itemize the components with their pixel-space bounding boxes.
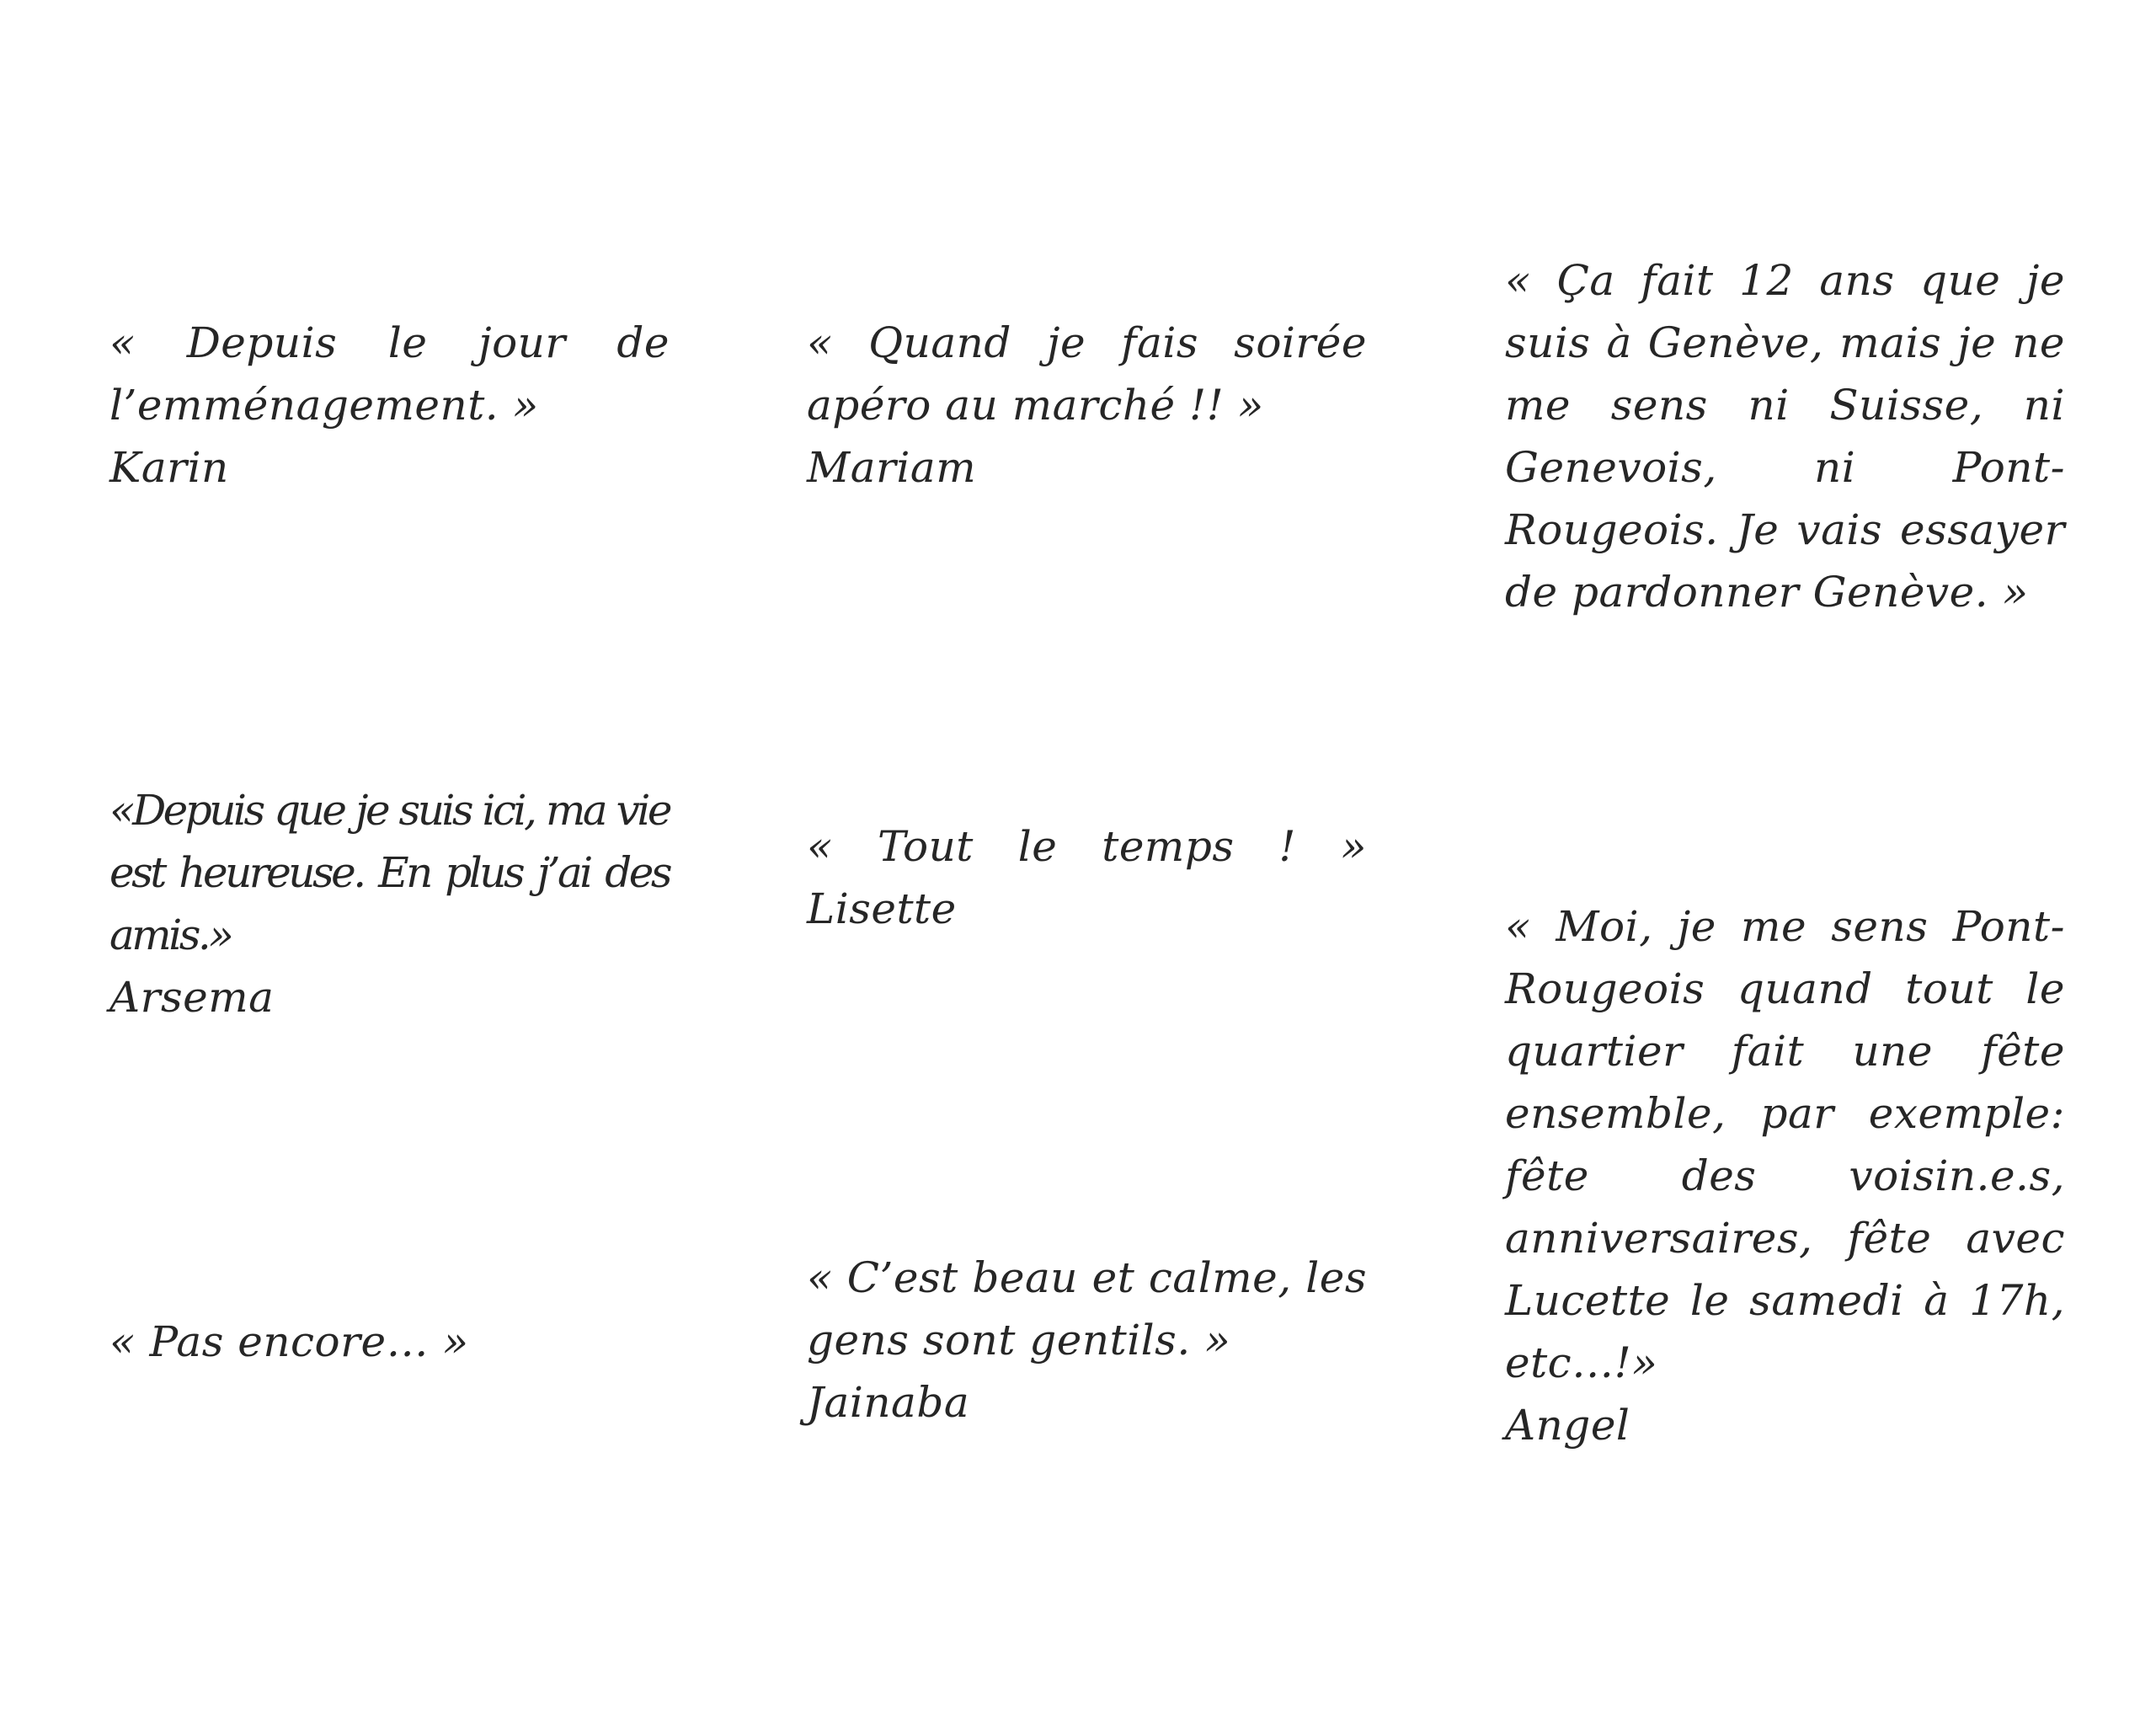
quote-pas-encore	[109, 1311, 670, 1373]
quote-text: « Quand je fais soirée apéro au marché !! »	[807, 318, 1367, 430]
quote-text: « Pas encore… »	[109, 1317, 469, 1366]
quote-angel	[1505, 895, 2065, 1456]
quote-text: « Depuis le jour de l’emménagement. »	[109, 318, 670, 430]
quote-author: Arsema	[109, 973, 275, 1022]
quote-text: « Moi, je me sens Pont-Rougeois quand tout le quartier fait une fête ensemble, par exemple: fête des voisin.e.s, anniversaires, fête avec Lucette le samedi à 17h, etc…!»	[1505, 902, 2065, 1387]
quote-jainaba	[807, 1247, 1367, 1434]
quote-lisette	[807, 815, 1367, 940]
quote-author: Lisette	[807, 884, 957, 933]
quote-geneve	[1505, 249, 2065, 623]
quote-mariam	[807, 312, 1367, 499]
quote-author: Karin	[109, 443, 229, 492]
quote-text: « C’est beau et calme, les gens sont gentils. »	[807, 1253, 1367, 1365]
quote-arsema	[109, 779, 670, 1028]
quote-author: Jainaba	[807, 1378, 970, 1427]
quote-text: «Depuis que je suis ici, ma vie est heureuse. En plus j’ai des amis.»	[109, 786, 670, 959]
quote-text: « Tout le temps ! »	[807, 822, 1367, 871]
quote-text: « Ça fait 12 ans que je suis à Genève, mais je ne me sens ni Suisse, ni Genevois, ni Pont-Rougeois. Je vais essayer de pardonner Genève. »	[1505, 256, 2065, 617]
quote-author: Mariam	[807, 443, 977, 492]
quote-karin	[109, 312, 670, 499]
quote-author: Angel	[1505, 1401, 1630, 1450]
